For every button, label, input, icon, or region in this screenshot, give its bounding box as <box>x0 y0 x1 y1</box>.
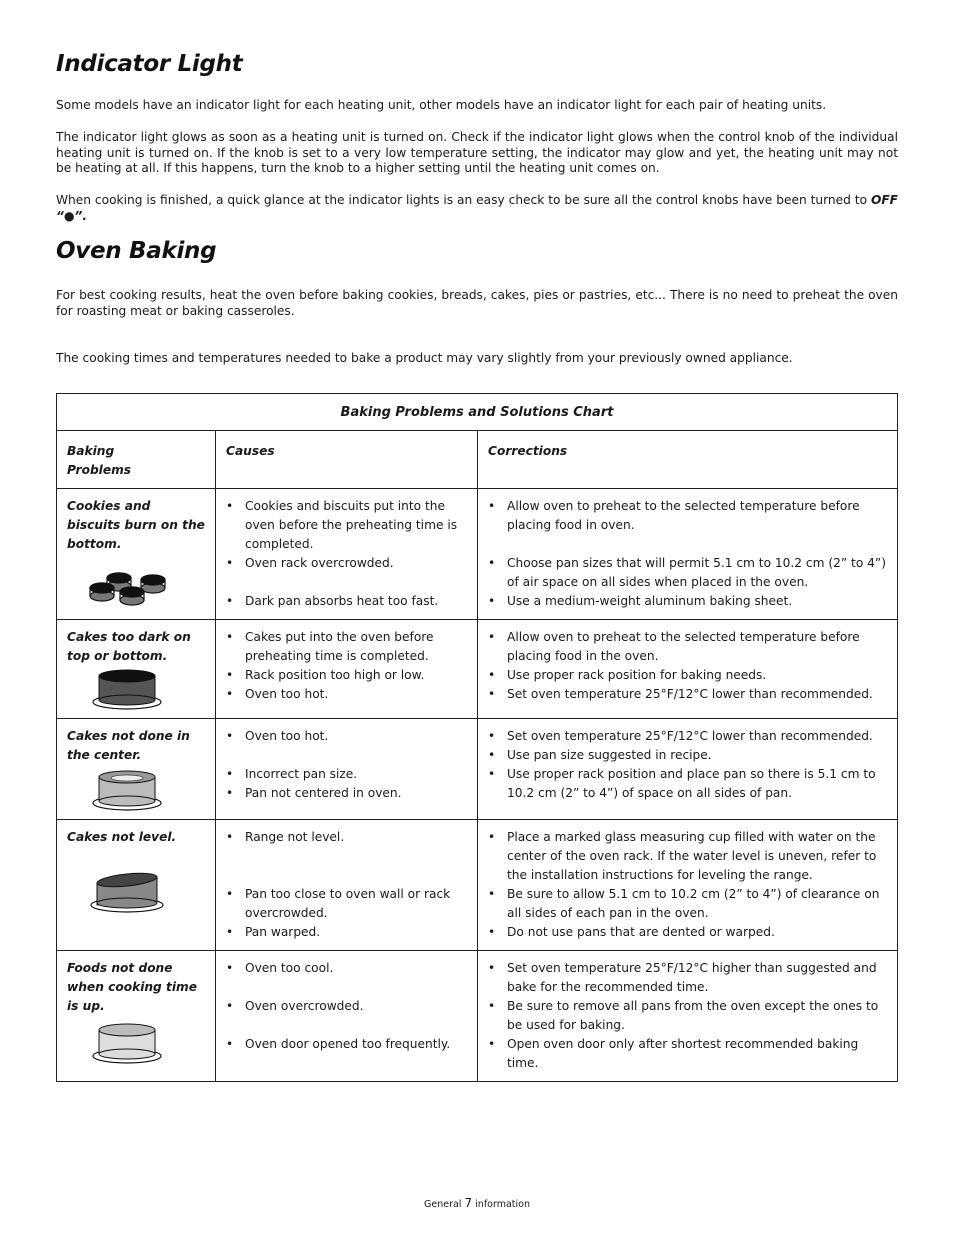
corrections-cell <box>478 719 898 820</box>
header-corrections: Corrections <box>478 431 898 489</box>
header-causes: Causes <box>216 431 478 489</box>
header-problems <box>57 431 216 489</box>
correction-item: • Be sure to allow 5.1 cm to 10.2 cm (2” to 4”) of clearance on all sides of each pan in the oven. <box>488 885 887 923</box>
header-problems-text: Baking Problems <box>67 444 132 477</box>
oven-paragraph-2: The cooking times and temperatures needed to bake a product may vary slightly from your previously owned appliance. <box>56 351 793 365</box>
indicator-paragraph-3-text: When cooking is finished, a quick glance at the indicator lights is an easy check to be sure all the control knobs have been turned to <box>56 193 871 207</box>
correction-item: • Set oven temperature 25°F/12°C lower than recommended. <box>488 685 887 704</box>
cake-pale-illustration-icon <box>87 1018 167 1064</box>
correction-item: • Use pan size suggested in recipe. <box>488 746 887 765</box>
correction-item: • Place a marked glass measuring cup filled with water on the center of the oven rack. If the water level is uneven, refer to the installation instructions for leveling the range. <box>488 828 887 885</box>
cause-item: • Oven rack overcrowded. <box>226 554 467 573</box>
correction-item: • Use proper rack position for baking needs. <box>488 666 887 685</box>
cause-item: • Dark pan absorbs heat too fast. <box>226 592 467 611</box>
corrections-cell <box>478 951 898 1082</box>
problem-text: Foods not done when cooking time is up. <box>67 961 197 1013</box>
oven-baking-heading: Oven Baking <box>56 238 217 264</box>
correction-item: • Choose pan sizes that will permit 5.1 cm to 10.2 cm (2” to 4”) of air space on all sides when placed in the oven. <box>488 554 887 592</box>
table-row <box>57 489 898 620</box>
cause-item: • Oven too hot. <box>226 727 467 746</box>
cake-tilted-illustration-icon <box>87 869 167 915</box>
cause-item: • Pan too close to oven wall or rack overcrowded. <box>226 885 467 923</box>
corrections-cell <box>478 820 898 951</box>
correction-item: • Open oven door only after shortest recommended baking time. <box>488 1035 887 1073</box>
causes-cell <box>216 820 478 951</box>
cause-item: • Oven too hot. <box>226 685 467 704</box>
off-symbol-text: OFF “●”. <box>56 193 898 223</box>
correction-item: • Allow oven to preheat to the selected temperature before placing food in the oven. <box>488 628 887 666</box>
indicator-light-heading: Indicator Light <box>56 51 243 77</box>
causes-cell <box>216 620 478 719</box>
cause-item: • Oven too cool. <box>226 959 467 978</box>
problem-text: Cakes not level. <box>67 830 177 844</box>
baking-problems-chart <box>56 393 898 1082</box>
causes-cell <box>216 951 478 1082</box>
problem-cell <box>57 951 216 1082</box>
indicator-paragraph-1: Some models have an indicator light for each heating unit, other models have an indicator light for each pair of heating units. <box>56 98 827 112</box>
chart-title: Baking Problems and Solutions Chart <box>57 394 898 431</box>
indicator-paragraph-2: The indicator light glows as soon as a heating unit is turned on. Check if the indicator light glows when the control knob of the individual heating unit is turned on. If the knob is set to a very low temperature setting, the indicator may glow and yet, the heating unit may not be heating at all. If this happens, turn the knob to a higher setting until the heating unit comes on. <box>56 130 898 175</box>
page-footer <box>0 1196 954 1210</box>
problem-cell <box>57 719 216 820</box>
problem-text: Cookies and biscuits burn on the bottom. <box>67 499 205 551</box>
cause-item: • Cakes put into the oven before preheating time is completed. <box>226 628 467 666</box>
cause-item: • Incorrect pan size. <box>226 765 467 784</box>
problem-cell <box>57 820 216 951</box>
correction-item: • Use a medium-weight aluminum baking sheet. <box>488 592 887 611</box>
footer-left: General <box>424 1199 462 1210</box>
cookies-illustration-icon <box>87 564 177 608</box>
indicator-paragraph-3 <box>56 193 898 224</box>
table-row <box>57 719 898 820</box>
correction-item: • Set oven temperature 25°F/12°C higher than suggested and bake for the recommended time. <box>488 959 887 997</box>
correction-item: • Use proper rack position and place pan so there is 5.1 cm to 10.2 cm (2” to 4”) of space on all sides of pan. <box>488 765 887 803</box>
problem-text: Cakes too dark on top or bottom. <box>67 630 191 663</box>
cause-item: • Pan not centered in oven. <box>226 784 467 803</box>
correction-item: • Be sure to remove all pans from the oven except the ones to be used for baking. <box>488 997 887 1035</box>
cause-item: • Pan warped. <box>226 923 467 942</box>
cause-item: • Rack position too high or low. <box>226 666 467 685</box>
cause-item: • Range not level. <box>226 828 467 847</box>
cause-item: • Cookies and biscuits put into the oven before the preheating time is completed. <box>226 497 467 554</box>
corrections-cell <box>478 489 898 620</box>
footer-right: information <box>475 1199 530 1210</box>
causes-cell <box>216 719 478 820</box>
problem-cell <box>57 489 216 620</box>
table-row <box>57 620 898 719</box>
page-number: 7 <box>464 1196 473 1210</box>
corrections-cell <box>478 620 898 719</box>
cause-item: • Oven overcrowded. <box>226 997 467 1016</box>
cause-item: • Oven door opened too frequently. <box>226 1035 467 1054</box>
problem-text: Cakes not done in the center. <box>67 729 190 762</box>
correction-item: • Set oven temperature 25°F/12°C lower than recommended. <box>488 727 887 746</box>
table-row <box>57 951 898 1082</box>
oven-paragraph-1: For best cooking results, heat the oven before baking cookies, breads, cakes, pies or pastries, etc... There is no need to preheat the oven for roasting meat or baking casseroles. <box>56 288 898 318</box>
correction-item: • Do not use pans that are dented or warped. <box>488 923 887 942</box>
cake-dark-illustration-icon <box>87 666 167 710</box>
cake-sunken-illustration-icon <box>87 765 167 811</box>
chart-header-row <box>57 431 898 489</box>
problem-cell <box>57 620 216 719</box>
table-row <box>57 820 898 951</box>
causes-cell <box>216 489 478 620</box>
correction-item: • Allow oven to preheat to the selected temperature before placing food in oven. <box>488 497 887 535</box>
